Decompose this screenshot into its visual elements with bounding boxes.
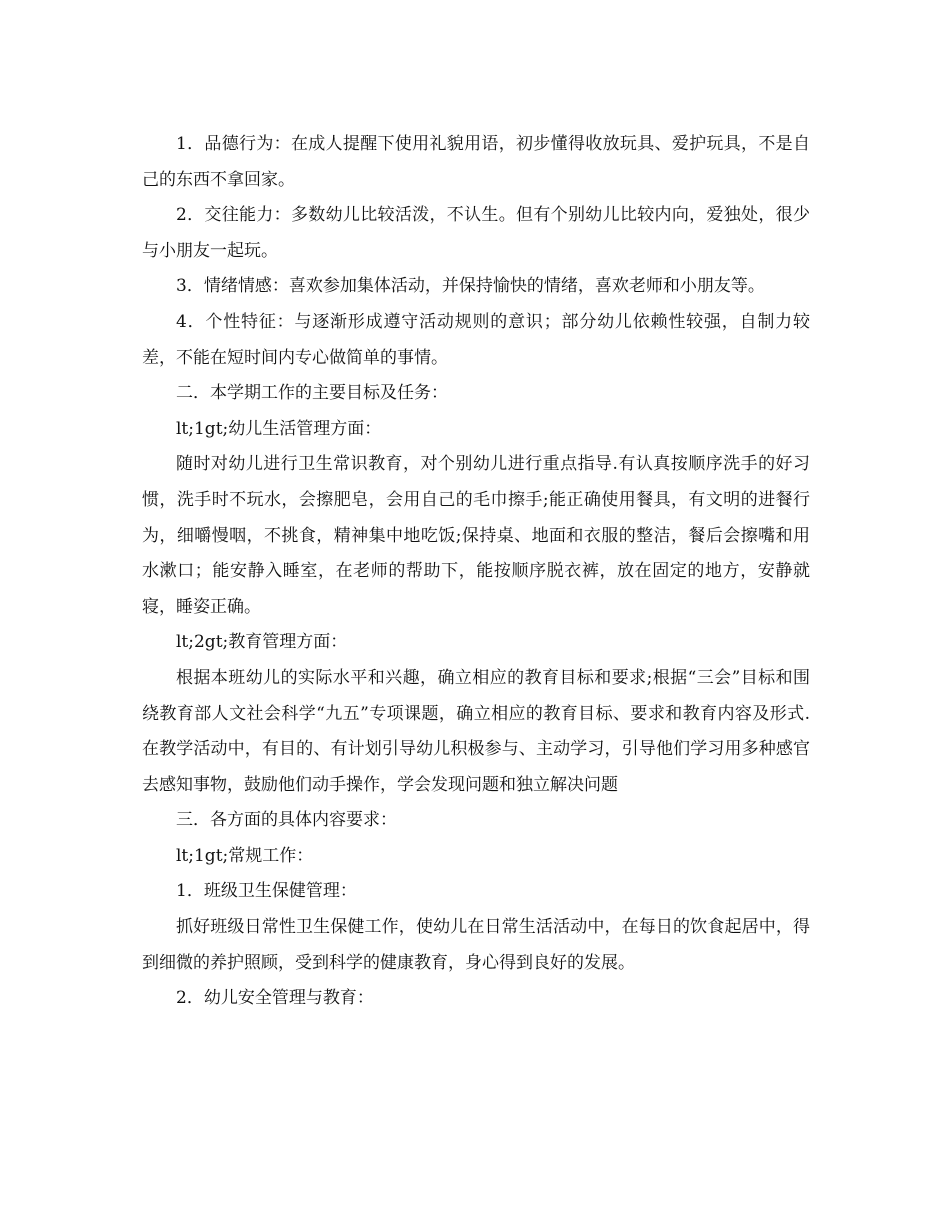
document-body [142, 127, 810, 1017]
paragraph-hygiene-management: 抓好班级日常性卫生保健工作，使幼儿在日常生活活动中，在每日的饮食起居中，得到细微的养护照顾，受到科学的健康教育，身心得到良好的发展。 [142, 917, 810, 973]
item-safety-management: 2．幼儿安全管理与教育： [176, 988, 374, 1009]
subheading-education-management: lt;2gt;教育管理方面： [176, 632, 348, 653]
item-hygiene-management: 1．班级卫生保健管理： [176, 881, 357, 902]
paragraph-social-ability: 2．交往能力：多数幼儿比较活泼，不认生。但有个别幼儿比较内向，爱独处，很少与小朋友一起玩。 [142, 205, 810, 261]
paragraph-moral-behavior: 1．品德行为：在成人提醒下使用礼貌用语，初步懂得收放玩具、爱护玩具，不是自己的东西不拿回家。 [142, 134, 810, 190]
subheading-routine-work: lt;1gt;常规工作： [176, 845, 314, 866]
paragraph-emotions: 3．情绪情感：喜欢参加集体活动，并保持愉快的情绪，喜欢老师和小朋友等。 [176, 276, 765, 297]
paragraph-personality: 4．个性特征：与逐渐形成遵守活动规则的意识；部分幼儿依赖性较强，自制力较差，不能在短时间内专心做简单的事情。 [142, 311, 810, 368]
section-heading-requirements: 三．各方面的具体内容要求： [176, 810, 397, 831]
paragraph-education-management: 根据本班幼儿的实际水平和兴趣，确立相应的教育目标和要求;根据“三会”目标和围绕教育部人文社会科学“九五”专项课题，确立相应的教育目标、要求和教育内容及形式.在教学活动中，有目的、有计划引导幼儿积极参与、主动学习，引导他们学习用多种感官去感知事物，鼓励他们动手操作，学会发现问题和独立解决问题 [142, 667, 810, 795]
paragraph-life-management: 随时对幼儿进行卫生常识教育，对个别幼儿进行重点指导.有认真按顺序洗手的好习惯，洗手时不玩水，会擦肥皂，会用自己的毛巾擦手;能正确使用餐具，有文明的进餐行为，细嚼慢咽，不挑食，精神集中地吃饭;保持桌、地面和衣服的整洁，餐后会擦嘴和用水漱口；能安静入睡室，在老师的帮助下，能按顺序脱衣裤，放在固定的地方，安静就寝，睡姿正确。 [142, 454, 810, 617]
section-heading-goals: 二．本学期工作的主要目标及任务： [176, 383, 448, 404]
subheading-life-management: lt;1gt;幼儿生活管理方面： [176, 418, 382, 439]
